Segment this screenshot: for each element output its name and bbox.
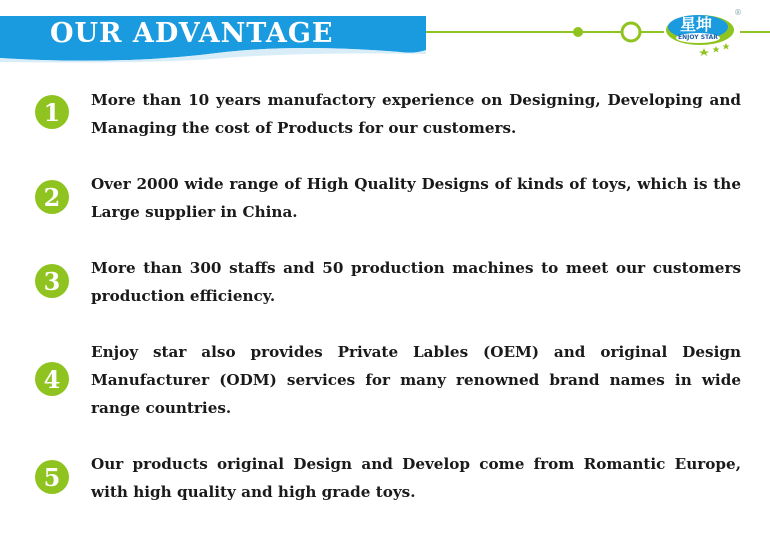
page-title: OUR ADVANTAGE bbox=[50, 18, 334, 49]
advantage-text: Over 2000 wide range of High Quality Designs of kinds of toys, which is the Large supplier in China. bbox=[91, 175, 741, 221]
advantage-text: More than 300 staffs and 50 production machines to meet our customers production efficiency. bbox=[91, 259, 741, 305]
number-badge: 3 bbox=[35, 264, 69, 298]
number-badge: 1 bbox=[35, 95, 69, 129]
advantage-text: Enjoy star also provides Private Lables (OEM) and original Design Manufacturer (ODM) services for many renowned brand names in wide range countries. bbox=[91, 343, 741, 417]
number-badge: 5 bbox=[35, 460, 69, 494]
advantage-text: More than 10 years manufactory experience on Designing, Developing and Managing the cost of Products for our customers. bbox=[91, 91, 741, 137]
logo-chinese-text: 星坤 bbox=[679, 15, 712, 34]
number-badge: 2 bbox=[35, 180, 69, 214]
logo-sub-text: ENJOY STAR bbox=[678, 34, 718, 41]
advantage-text: Our products original Design and Develop come from Romantic Europe, with high quality and high grade toys. bbox=[91, 455, 741, 501]
number-badge: 4 bbox=[35, 362, 69, 396]
registered-mark: ® bbox=[734, 8, 742, 17]
